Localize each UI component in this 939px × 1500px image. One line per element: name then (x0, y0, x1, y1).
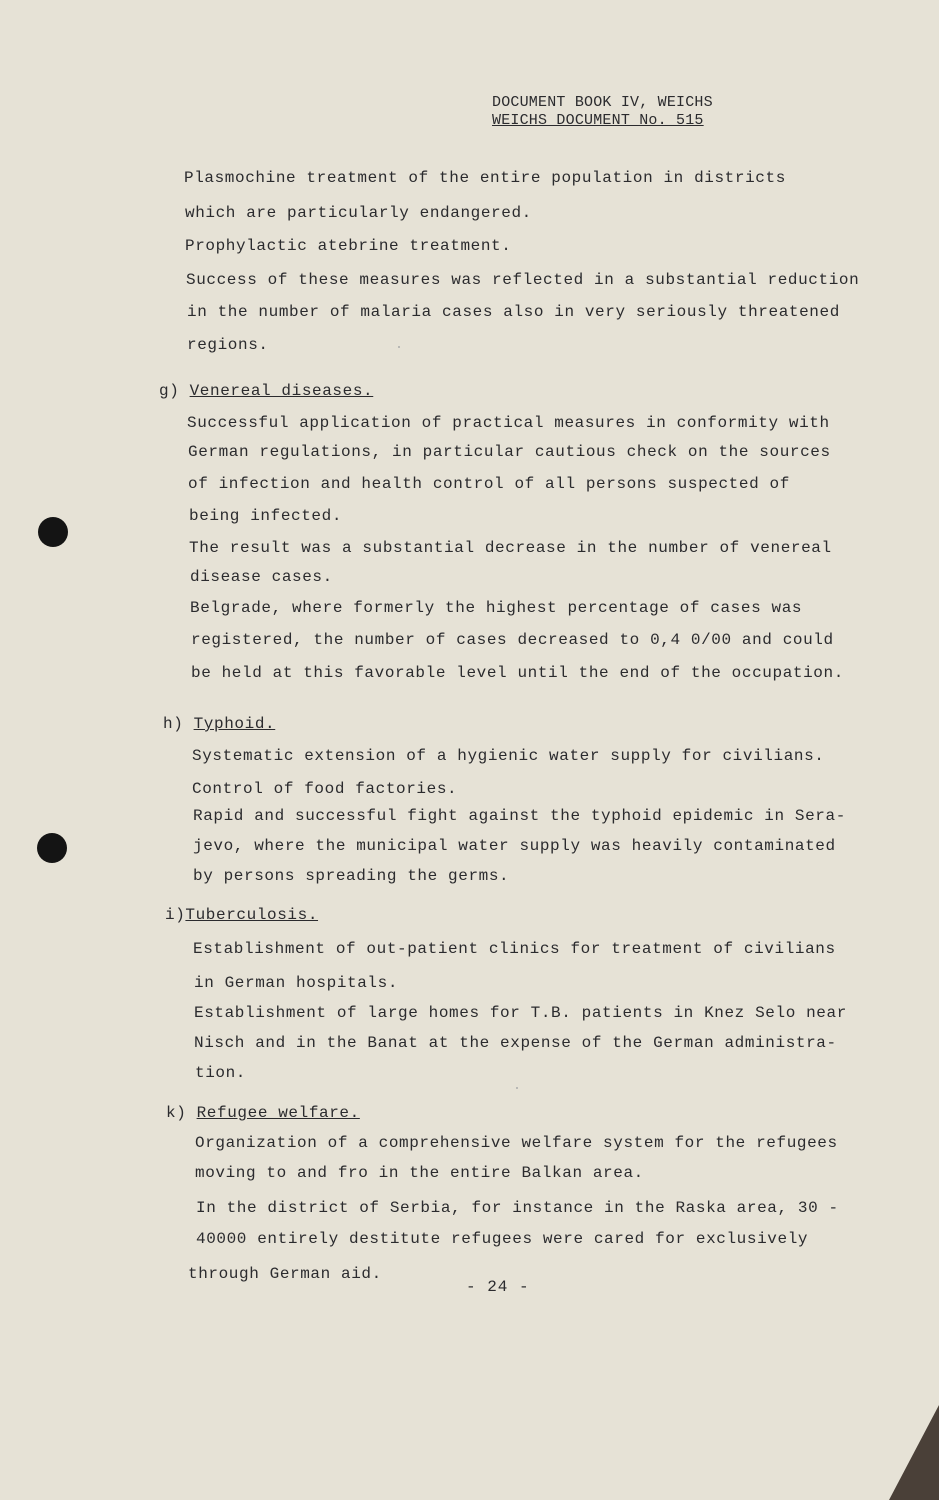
text-line: Establishment of out-patient clinics for treatment of civilians (193, 940, 836, 958)
text-line: tion. (195, 1064, 247, 1082)
header-line-1: DOCUMENT BOOK IV, WEICHS (492, 94, 713, 111)
text-line: Establishment of large homes for T.B. patients in Knez Selo near (194, 1004, 847, 1022)
section-marker: k) (166, 1104, 187, 1122)
text-line: moving to and fro in the entire Balkan area. (195, 1164, 644, 1182)
text-line: Control of food factories. (192, 780, 458, 798)
text-line: disease cases. (190, 568, 333, 586)
text-line: Prophylactic atebrine treatment. (185, 237, 512, 255)
text-line: Rapid and successful fight against the typhoid epidemic in Sera- (193, 807, 846, 825)
text-line: The result was a substantial decrease in the number of venereal (189, 539, 832, 557)
text-line: Nisch and in the Banat at the expense of the German administra- (194, 1034, 837, 1052)
text-line: In the district of Serbia, for instance in the Raska area, 30 - (196, 1199, 839, 1217)
text-line: Systematic extension of a hygienic water supply for civilians. (192, 747, 825, 765)
speck (516, 1087, 518, 1089)
page-number: - 24 - (466, 1278, 530, 1296)
document-header (492, 94, 713, 130)
text-line: by persons spreading the germs. (193, 867, 510, 885)
text-line: 40000 entirely destitute refugees were cared for exclusively (196, 1230, 809, 1248)
section-marker: g) (159, 382, 180, 400)
section-title: Typhoid. (193, 715, 276, 733)
text-line: Success of these measures was reflected in a substantial reduction (186, 271, 860, 289)
text-line: be held at this favorable level until the end of the occupation. (191, 664, 844, 682)
punch-hole-upper (38, 517, 68, 547)
section-marker: h) (163, 715, 184, 733)
text-line: registered, the number of cases decreased to 0,4 0/00 and could (191, 631, 834, 649)
punch-hole-lower (37, 833, 67, 863)
section-marker: i) (165, 906, 186, 924)
header-line-2: WEICHS DOCUMENT No. 515 (492, 112, 704, 129)
section-heading-typhoid (163, 714, 275, 734)
text-line: regions. (187, 336, 269, 354)
section-heading-refugee-welfare (166, 1103, 360, 1123)
text-line: being infected. (189, 507, 343, 525)
text-line: Belgrade, where formerly the highest percentage of cases was (190, 599, 803, 617)
text-line: in the number of malaria cases also in very seriously threatened (187, 303, 840, 321)
section-title: Refugee welfare. (196, 1104, 360, 1122)
text-line: Successful application of practical measures in conformity with (187, 414, 830, 432)
speck (398, 346, 400, 348)
torn-corner (889, 1405, 939, 1500)
text-line: of infection and health control of all persons suspected of (188, 475, 790, 493)
text-line: jevo, where the municipal water supply was heavily contaminated (193, 837, 836, 855)
text-line: German regulations, in particular cautious check on the sources (188, 443, 831, 461)
section-title: Tuberculosis. (185, 906, 319, 924)
section-heading-venereal (159, 381, 373, 401)
text-line: Plasmochine treatment of the entire population in districts (184, 169, 786, 187)
text-line: through German aid. (188, 1265, 382, 1283)
text-line: Organization of a comprehensive welfare system for the refugees (195, 1134, 838, 1152)
section-heading-tuberculosis (165, 905, 318, 925)
text-line: which are particularly endangered. (185, 204, 532, 222)
section-title: Venereal diseases. (189, 382, 374, 400)
text-line: in German hospitals. (194, 974, 399, 992)
